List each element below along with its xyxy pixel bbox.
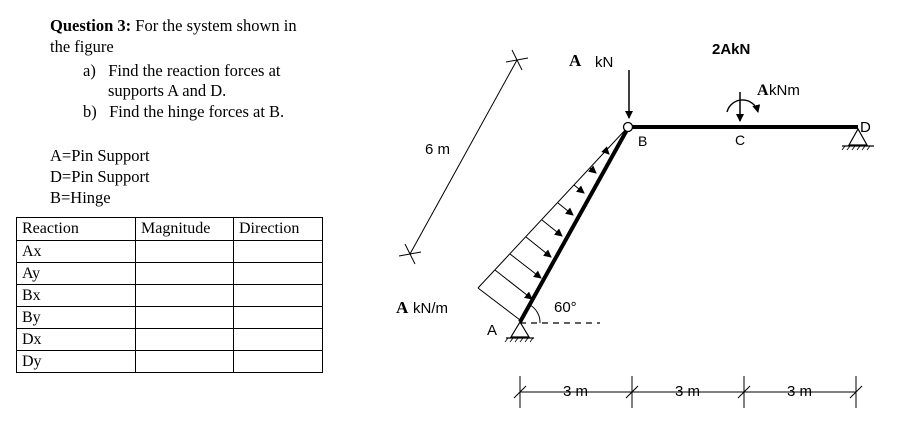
item-a-line2: supports A and D. bbox=[108, 81, 227, 100]
point-label-a: A bbox=[487, 322, 498, 339]
cell-reaction: By bbox=[17, 307, 136, 329]
support-def-a: A=Pin Support bbox=[50, 146, 150, 165]
cell-reaction: Ax bbox=[17, 241, 136, 263]
dimension-6m bbox=[399, 50, 528, 264]
point-label-d: D bbox=[860, 119, 871, 136]
dist-load-value: A bbox=[396, 298, 409, 317]
support-def-d: D=Pin Support bbox=[50, 167, 150, 186]
point-label-c: C bbox=[735, 132, 746, 148]
point-label-b: B bbox=[638, 133, 648, 149]
moment-arrow-c bbox=[727, 100, 758, 112]
cell-reaction: Bx bbox=[17, 285, 136, 307]
pin-support-a bbox=[505, 322, 534, 342]
moment-c-value: A bbox=[757, 82, 769, 99]
moment-c-unit: kNm bbox=[769, 82, 800, 99]
header-reaction: Reaction bbox=[17, 218, 136, 241]
item-a: a) Find the reaction forces at bbox=[83, 61, 281, 80]
item-b: b) Find the hinge forces at B. bbox=[83, 102, 285, 121]
hinge-b bbox=[624, 123, 633, 132]
dist-load-unit: kN/m bbox=[413, 300, 448, 317]
question-title-line2: the figure bbox=[50, 37, 114, 56]
angle-arc bbox=[530, 305, 540, 323]
cell-reaction: Ay bbox=[17, 263, 136, 285]
cell-reaction: Dx bbox=[17, 329, 136, 351]
distributed-load bbox=[478, 128, 627, 320]
cell-reaction: Dy bbox=[17, 351, 136, 373]
dimension-label-1: 3 m bbox=[563, 383, 589, 400]
dimension-label-2: 3 m bbox=[675, 383, 701, 400]
length-6m-label: 6 m bbox=[425, 141, 451, 158]
header-direction: Direction bbox=[234, 218, 323, 241]
dimension-label-3: 3 m bbox=[787, 383, 813, 400]
support-def-b: B=Hinge bbox=[50, 188, 111, 207]
point-load-b-unit: kN bbox=[595, 54, 614, 71]
header-magnitude: Magnitude bbox=[136, 218, 234, 241]
point-load-c-label: 2AkN bbox=[712, 41, 751, 58]
angle-label: 60° bbox=[554, 299, 577, 316]
question-title: Question 3: For the system shown in bbox=[50, 16, 297, 35]
point-load-b-value: A bbox=[569, 51, 582, 70]
